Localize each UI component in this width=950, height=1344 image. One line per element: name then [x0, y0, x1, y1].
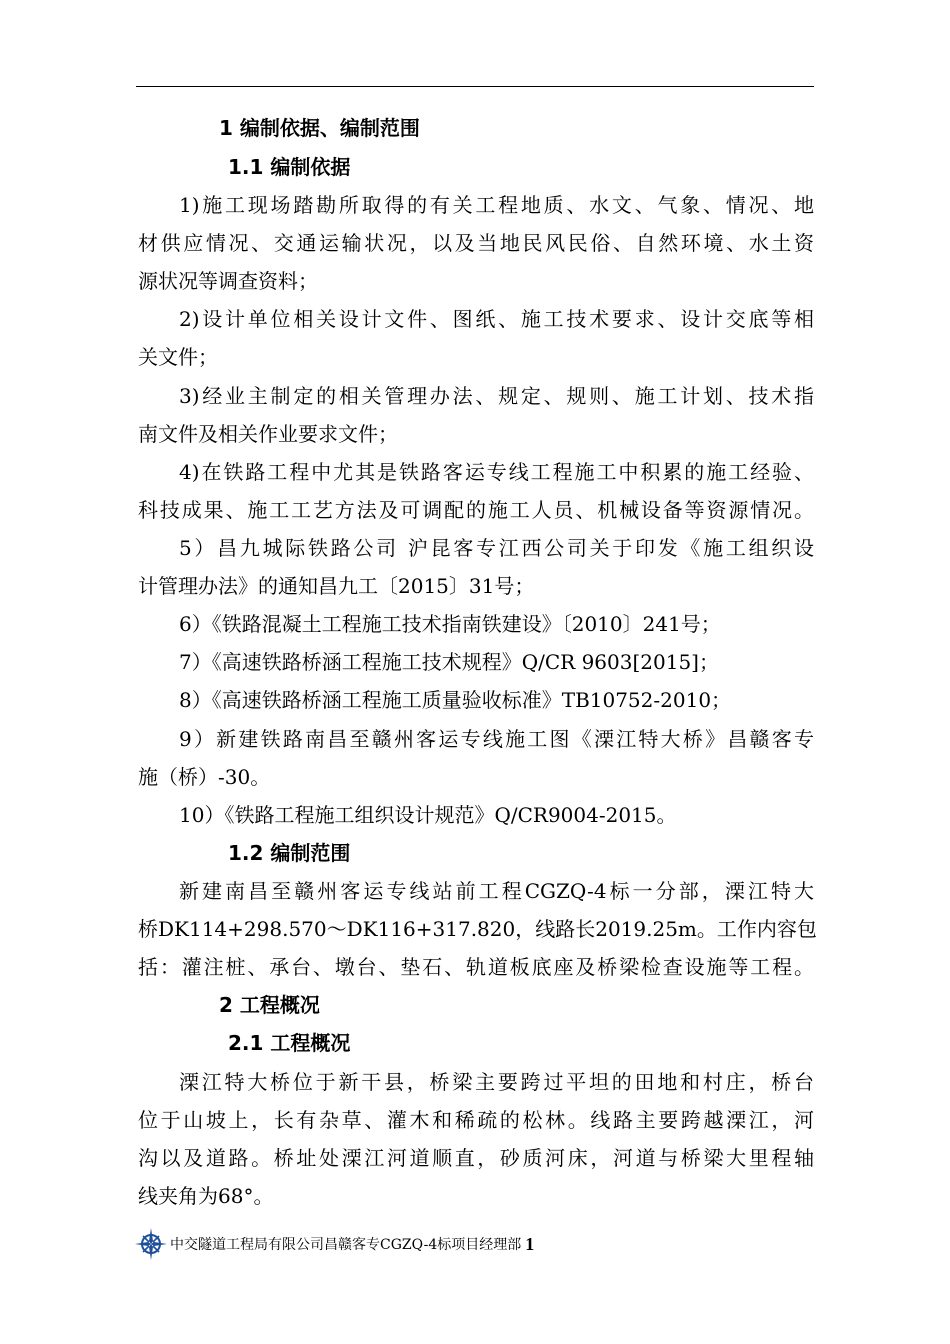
footer-text: 中交隧道工程局有限公司昌赣客专CGZQ-4标项目经理部	[170, 1237, 522, 1253]
paragraph-line: 7）《高速铁路桥涵工程施工技术规程》Q/CR 9603[2015]；	[179, 650, 719, 674]
paragraph-line: 3)经业主制定的相关管理办法、规定、规则、施工计划、技术指	[179, 384, 814, 408]
section-heading: 2 工程概况	[219, 993, 320, 1017]
paragraph-line: 源状况等调查资料；	[138, 269, 318, 293]
paragraph-line: 2)设计单位相关设计文件、图纸、施工技术要求、设计交底等相	[179, 307, 814, 331]
company-logo-icon	[134, 1227, 168, 1261]
paragraph-line: 8）《高速铁路桥涵工程施工质量验收标准》TB10752-2010；	[179, 688, 732, 712]
section-heading: 1 编制依据、编制范围	[219, 116, 420, 140]
paragraph-line: 溧江特大桥位于新干县，桥梁主要跨过平坦的田地和村庄，桥台	[179, 1070, 814, 1094]
paragraph-line: 位于山坡上，长有杂草、灌木和稀疏的松林。线路主要跨越溧江，河	[138, 1108, 814, 1132]
paragraph-line: 桥DK114+298.570～DK116+317.820，线路长2019.25m。工作内容包	[138, 917, 817, 941]
paragraph-line: 线夹角为68°。	[138, 1184, 274, 1208]
paragraph-line: 10）《铁路工程施工组织设计规范》Q/CR9004-2015。	[179, 803, 677, 827]
paragraph-line: 计管理办法》的通知昌九工〔2015〕31号；	[138, 574, 535, 598]
page-footer	[134, 1226, 534, 1262]
paragraph-line: 1)施工现场踏勘所取得的有关工程地质、水文、气象、情况、地	[179, 193, 814, 217]
paragraph-line: 科技成果、施工工艺方法及可调配的施工人员、机械设备等资源情况。	[138, 498, 814, 522]
paragraph-line: 5）昌九城际铁路公司 沪昆客专江西公司关于印发《施工组织设	[179, 536, 814, 560]
paragraph-line: 南文件及相关作业要求文件；	[138, 422, 398, 446]
paragraph-line: 沟以及道路。桥址处溧江河道顺直，砂质河床，河道与桥梁大里程轴	[138, 1146, 814, 1170]
paragraph-line: 材供应情况、交通运输状况，以及当地民风民俗、自然环境、水土资	[138, 231, 814, 255]
paragraph-line: 9）新建铁路南昌至赣州客运专线施工图《溧江特大桥》昌赣客专	[179, 727, 814, 751]
page-number: 1	[525, 1233, 535, 1254]
paragraph-line: 括：灌注桩、承台、墩台、垫石、轨道板底座及桥梁检查设施等工程。	[138, 955, 814, 979]
paragraph-line: 关文件；	[138, 345, 218, 369]
subsection-heading: 2.1 工程概况	[228, 1031, 351, 1055]
paragraph-line: 4)在铁路工程中尤其是铁路客运专线工程施工中积累的施工经验、	[179, 460, 814, 484]
subsection-heading: 1.1 编制依据	[228, 155, 351, 179]
header-rule	[136, 86, 814, 87]
paragraph-line: 新建南昌至赣州客运专线站前工程CGZQ-4标一分部，溧江特大	[179, 879, 814, 903]
paragraph-line: 施（桥）-30。	[138, 765, 271, 789]
subsection-heading: 1.2 编制范围	[228, 841, 351, 865]
paragraph-line: 6）《铁路混凝土工程施工技术指南铁建设》〔2010〕241号；	[179, 612, 721, 636]
